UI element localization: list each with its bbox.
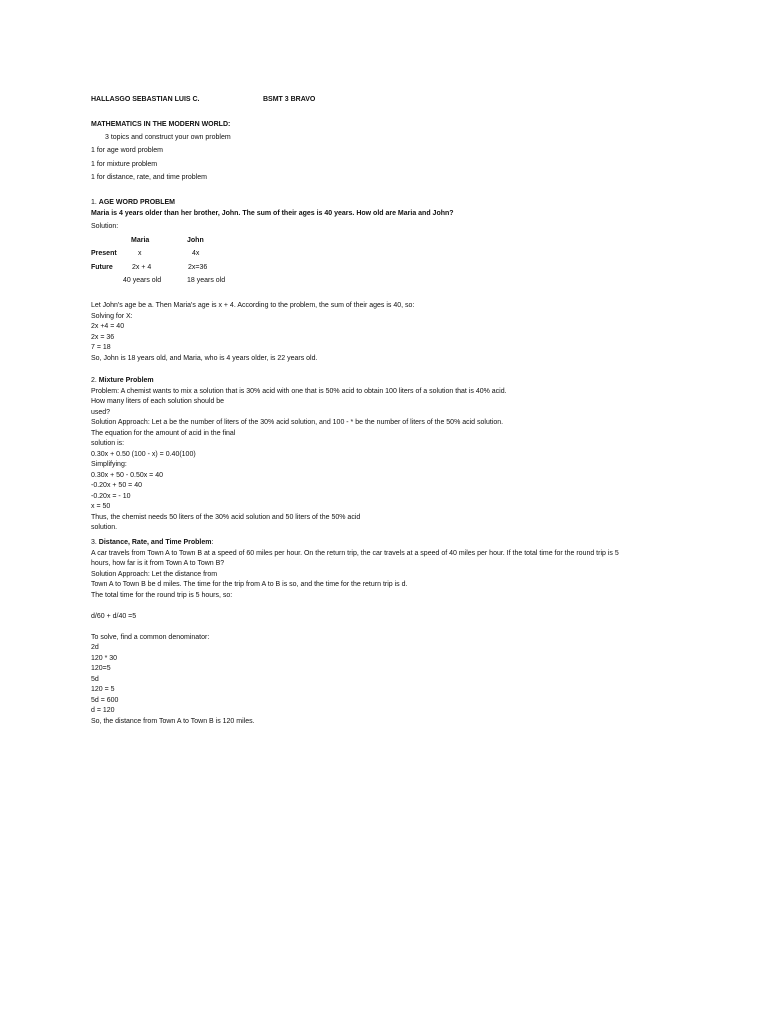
mixture-heading (91, 376, 507, 387)
section-heading: Distance, Rate, and Time Problem (98, 539, 212, 546)
table-header-maria: Maria (131, 237, 150, 244)
text-line: The equation for the amount of acid in the final (91, 429, 236, 437)
intro-title: MATHEMATICS IN THE MODERN WORLD: (91, 121, 231, 128)
spacer (91, 622, 619, 633)
spacer (91, 601, 619, 612)
table-cell: 2x + 4 (132, 264, 152, 271)
table-cell: x (138, 250, 142, 257)
table-cell: 4x (192, 250, 200, 257)
text-line: 120=5 (91, 665, 111, 672)
table-row-present: Present (91, 250, 117, 257)
intro-block (91, 120, 231, 185)
intro-line: 3 topics and construct your own problem (105, 133, 231, 141)
distance-heading (91, 538, 619, 549)
text-line: 5d (91, 675, 99, 683)
text-line: used? (91, 408, 111, 416)
text-line: To solve, find a common denominator: (91, 633, 210, 641)
text-line: 2x = 36 (91, 333, 115, 341)
section-heading: AGE WORD PROBLEM (98, 199, 176, 206)
section-number: 3. (91, 539, 99, 546)
age-problem-heading (91, 198, 175, 209)
text-line: Let John's age be a. Then Maria's age is x + 4. According to the problem, the sum of their ages is 40, so: (91, 302, 415, 309)
text-line: solution. (91, 524, 118, 531)
text-line: 2d (91, 644, 99, 651)
table-row-future: Future (91, 264, 113, 271)
equation-line: d/60 + d/40 =5 (91, 612, 137, 620)
text-line: solution is: (91, 440, 125, 447)
text-line: 7 = 18 (91, 344, 111, 351)
text-line: So, the distance from Town A to Town B is 120 miles. (91, 717, 255, 725)
distance-problem-block (91, 538, 619, 727)
section-number: 2. (91, 377, 99, 384)
intro-line: 1 for age word problem (91, 147, 163, 154)
text-line: Problem: A chemist wants to mix a solution that is 30% acid with one that is 50% acid to obtain 100 liters of a solution that is 40% acid. (91, 387, 507, 395)
text-line: x = 50 (91, 503, 111, 510)
heading-suffix: : (211, 539, 214, 546)
mixture-problem-block (91, 376, 507, 534)
table-header-john: John (187, 237, 204, 244)
text-line: Solution Approach: Let a be the number of liters of the 30% acid solution, and 100 - * be the number of liters of the 50% acid solution. (91, 419, 504, 426)
table-cell: 18 years old (187, 277, 226, 284)
table-cell: 2x=36 (188, 264, 208, 271)
age-solution-text (91, 301, 414, 364)
age-question: Maria is 4 years older than her brother, John. The sum of their ages is 40 years. How old are Maria and John? (91, 210, 454, 217)
text-line: 120 * 30 (91, 654, 118, 662)
text-line: Solution Approach: Let the distance from (91, 570, 218, 578)
student-section: BSMT 3 BRAVO (263, 96, 316, 103)
text-line: The total time for the round trip is 5 hours, so: (91, 591, 233, 599)
text-line: 120 = 5 (91, 686, 115, 693)
text-line: -0.20x = - 10 (91, 492, 131, 500)
text-line: Thus, the chemist needs 50 liters of the 30% acid solution and 50 liters of the 50% acid (91, 513, 361, 521)
solution-label: Solution: (91, 223, 119, 230)
text-line: -0.20x + 50 = 40 (91, 482, 142, 489)
intro-line: 1 for distance, rate, and time problem (91, 174, 207, 181)
text-line: hours, how far is it from Town A to Town B? (91, 560, 225, 567)
text-line: A car travels from Town A to Town B at a speed of 60 miles per hour. On the return trip, the car travels at a speed of 40 miles per hour. If the total time for the round trip is 5 (91, 549, 619, 557)
text-line: Simplifying: (91, 461, 127, 468)
student-name: HALLASGO SEBASTIAN LUIS C. (91, 96, 200, 103)
text-line: 0.30x + 0.50 (100 - x) = 0.40(100) (91, 450, 196, 458)
text-line: How many liters of each solution should be (91, 398, 225, 405)
section-heading: Mixture Problem (98, 377, 154, 384)
text-line: Town A to Town B be d miles. The time for the trip from A to B is so, and the time for the return trip is d. (91, 581, 408, 588)
section-number: 1. (91, 199, 99, 206)
age-table (91, 236, 291, 288)
text-line: 0.30x + 50 - 0.50x = 40 (91, 471, 163, 479)
table-cell: 40 years old (123, 277, 162, 284)
text-line: 5d = 600 (91, 696, 119, 704)
text-line: d = 120 (91, 707, 115, 714)
text-line: Solving for X: (91, 312, 133, 320)
text-line: 2x +4 = 40 (91, 323, 125, 330)
text-line: So, John is 18 years old, and Maria, who is 4 years older, is 22 years old. (91, 354, 318, 362)
intro-line: 1 for mixture problem (91, 160, 158, 168)
